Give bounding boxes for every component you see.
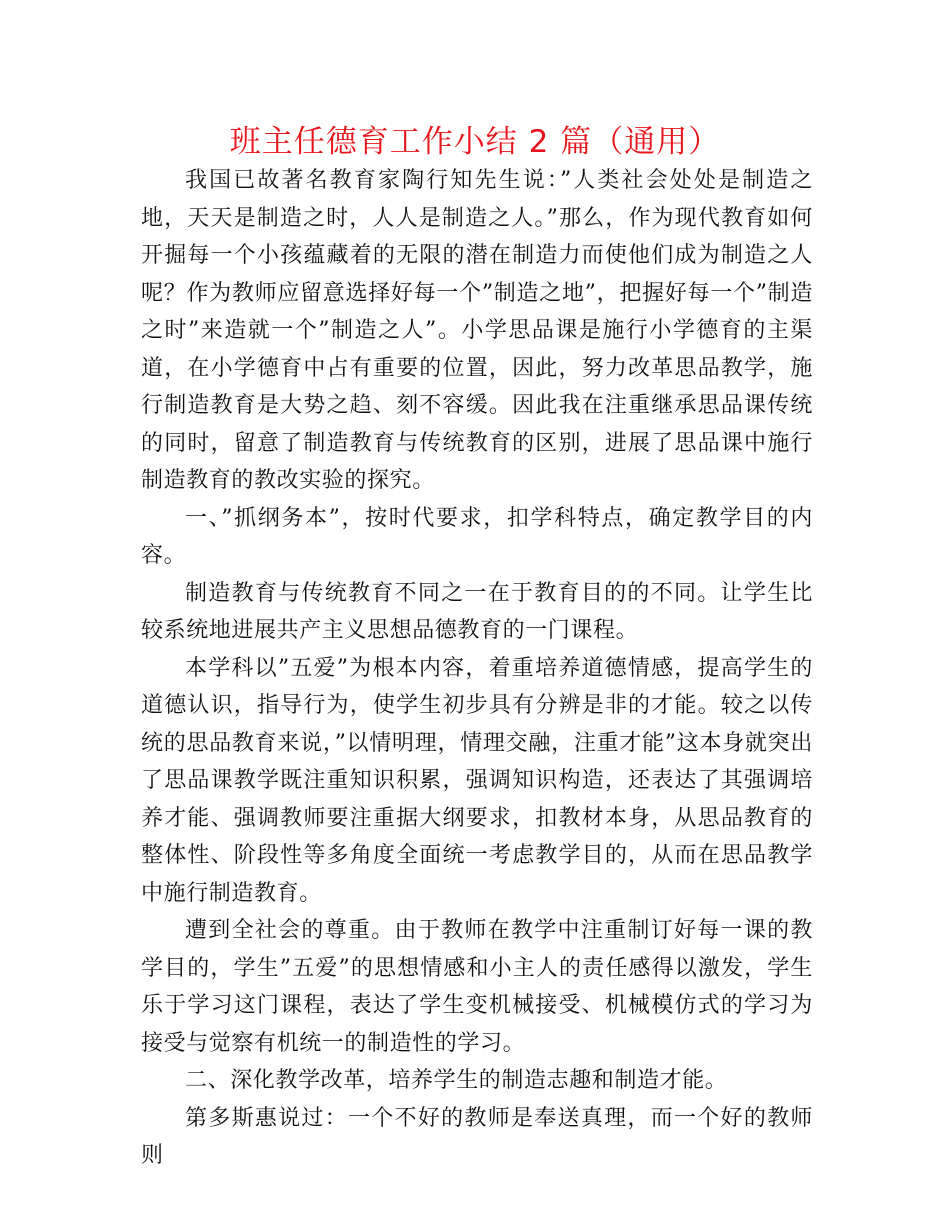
paragraph: 制造教育与传统教育不同之一在于教育目的的不同。让学生比较系统地进展共产主义思想品德教育的一门课程。 — [141, 580, 813, 643]
paragraph: 遭到全社会的尊重。由于教师在教学中注重制订好每一课的教学目的，学生”五爱”的思想情感和小主人的责任感得以激发，学生乐于学习这门课程，表达了学生变机械接受、机械模仿式的学习为接受与觉察有机统一的制造性的学习。 — [141, 918, 813, 1056]
paragraph: 本学科以”五爱”为根本内容，着重培养道德情感，提高学生的道德认识，指导行为，使学生初步具有分辨是非的才能。较之以传统的思品教育来说，”以情明理，情理交融，注重才能”这本身就突出了思品课教学既注重知识积累，强调知识构造，还表达了其强调培养才能、强调教师要注重据大纲要求，扣教材本身，从思品教育的整体性、阶段性等多角度全面统一考虑教学目的，从而在思品教学中施行制造教育。 — [141, 655, 813, 906]
section-heading: 一、”抓纲务本”，按时代要求，扣学科特点，确定教学目的内容。 — [141, 505, 813, 568]
section-heading: 二、深化教学改革，培养学生的制造志趣和制造才能。 — [185, 1068, 728, 1093]
paragraph: 第多斯惠说过：一个不好的教师是奉送真理，而一个好的教师则 — [141, 1105, 813, 1168]
document-body — [141, 162, 813, 1175]
document-title: 班主任德育工作小结 2 篇（通用） — [229, 124, 721, 160]
paragraph: 我国已故著名教育家陶行知先生说：”人类社会处处是制造之地，天天是制造之时，人人是制造之人。”那么，作为现代教育如何开掘每一个小孩蕴藏着的无限的潜在制造力而使他们成为制造之人呢？作为教师应留意选择好每一个”制造之地”，把握好每一个”制造之时”来造就一个”制造之人”。小学思品课是施行小学德育的主渠道，在小学德育中占有重要的位置，因此，努力改革思品教学，施行制造教育是大势之趋、刻不容缓。因此我在注重继承思品课传统的同时，留意了制造教育与传统教育的区别，进展了思品课中施行制造教育的教改实验的探究。 — [141, 168, 813, 493]
